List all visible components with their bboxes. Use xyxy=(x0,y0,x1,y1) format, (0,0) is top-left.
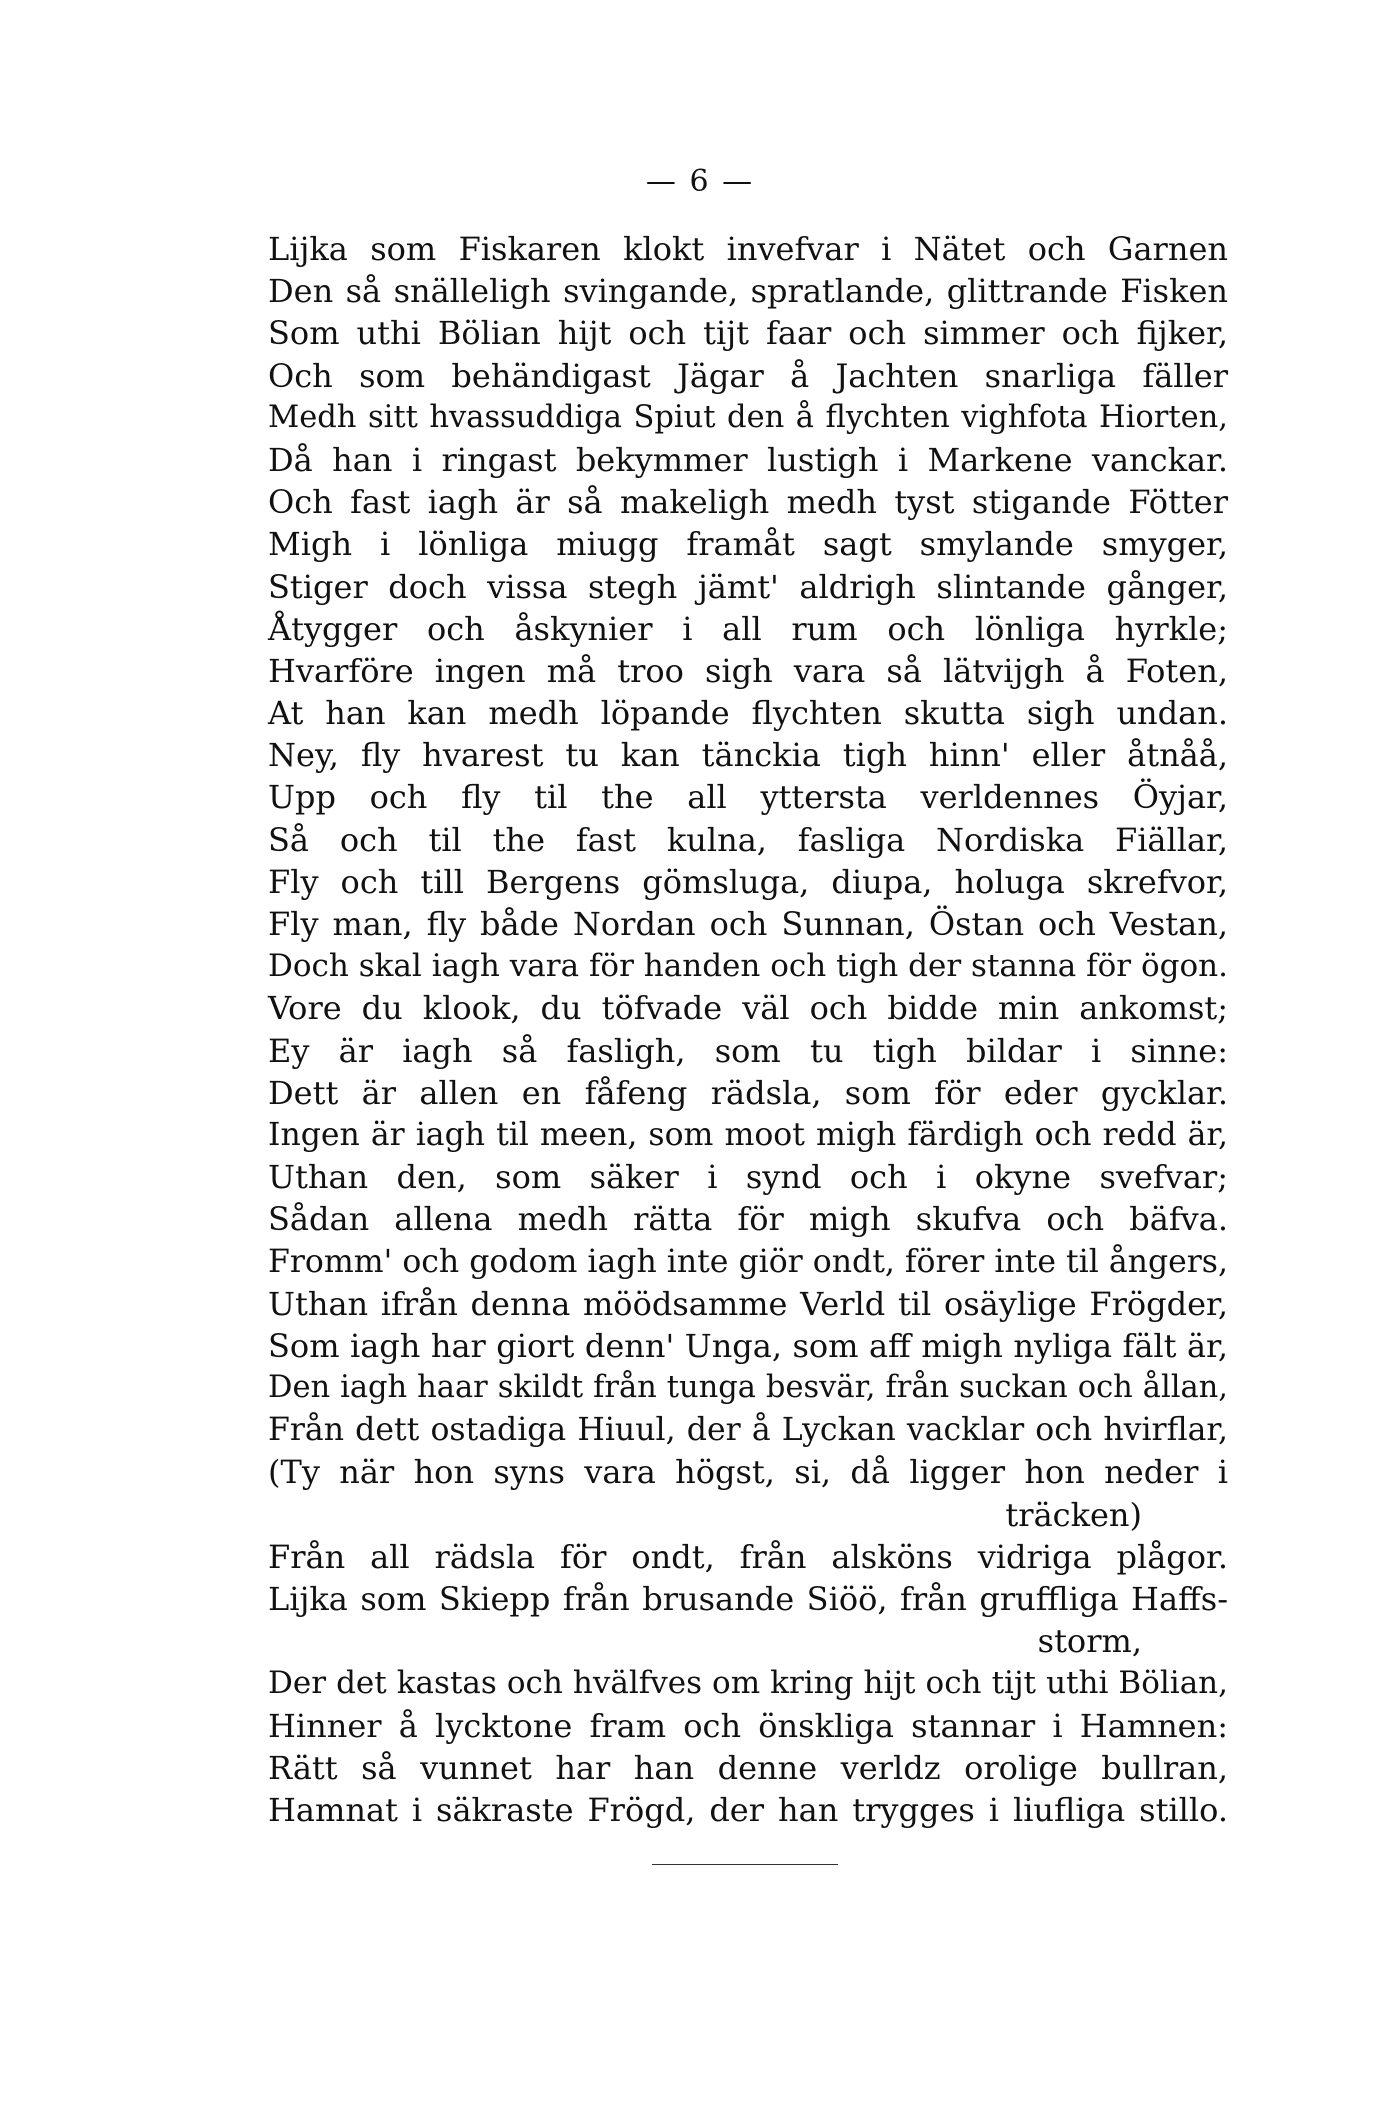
poem-line: Uthan ifrån denna möödsamme Verld til osäylige Frögder, xyxy=(268,1284,1228,1323)
page-number: — 6 — xyxy=(645,164,755,199)
poem-line: Den så snälleligh svingande, spratlande, glittrande Fisken xyxy=(268,272,1228,311)
poem-line: Uthan den, som säker i synd och i okyne svefvar; xyxy=(268,1158,1228,1197)
poem-line: Och som behändigast Jägar å Jachten snarliga fäller xyxy=(268,356,1228,395)
poem-line: Hamnat i säkraste Frögd, der han trygges i liufliga stillo. xyxy=(268,1790,1228,1829)
poem-line: Som uthi Bölian hijt och tijt faar och simmer och fijker, xyxy=(268,314,1228,353)
poem-line: Ey är iagh så fasligh, som tu tigh bildar i sinne: xyxy=(268,1031,1228,1070)
poem-line: Som iagh har giort denn' Unga, som aff migh nyliga fält är, xyxy=(268,1326,1228,1365)
poem-line: (Ty när hon syns vara högst, si, då ligger hon neder i xyxy=(268,1453,1228,1492)
poem-line: Stiger doch vissa stegh jämt' aldrigh slintande gånger, xyxy=(268,567,1228,606)
poem-line: At han kan medh löpande flychten skutta sigh undan. xyxy=(268,694,1228,733)
poem-line: Fly man, fly både Nordan och Sunnan, Östan och Vestan, xyxy=(268,905,1228,943)
poem-line: Vore du klook, du töfvade väl och bidde min ankomst; xyxy=(268,989,1228,1028)
poem-line: Lijka som Fiskaren klokt invefvar i Nätet och Garnen xyxy=(268,230,1228,268)
poem-line: Fly och till Bergens gömsluga, diupa, holuga skrefvor, xyxy=(268,862,1228,901)
poem-line-continuation: storm, xyxy=(1037,1622,1142,1661)
poem-line: Lijka som Skiepp från brusande Siöö, från gruffliga Haffs- xyxy=(268,1580,1228,1618)
poem-line: Hvarföre ingen må troo sigh vara så lätvijgh å Foten, xyxy=(268,651,1228,690)
end-rule xyxy=(652,1864,838,1865)
poem-line: Ingen är iagh til meen, som moot migh färdigh och redd är, xyxy=(268,1116,1228,1153)
poem-line: Upp och fly til the all yttersta verldennes Öyjar, xyxy=(268,778,1228,817)
poem-line: Dett är allen en fåfeng rädsla, som för eder gycklar. xyxy=(268,1073,1228,1112)
poem-line: Den iagh haar skildt från tunga besvär, från suckan och ållan, xyxy=(268,1370,1228,1406)
poem-line: Då han i ringast bekymmer lustigh i Markene vanckar. xyxy=(268,440,1228,479)
poem-line: Doch skal iagh vara för handen och tigh der stanna för ögon. xyxy=(268,948,1228,985)
poem-line: Sådan allena medh rätta för migh skufva och bäfva. xyxy=(268,1200,1228,1239)
poem-line: Ney, fly hvarest tu kan tänckia tigh hinn' eller åtnåå, xyxy=(268,736,1228,775)
poem-line: Åtygger och åskynier i all rum och lönliga hyrkle; xyxy=(268,609,1228,648)
poem-line: Rätt så vunnet har han denne verldz orolige bullran, xyxy=(268,1748,1228,1787)
poem-line: Från all rädsla för ondt, från alsköns vidriga plågor. xyxy=(268,1537,1228,1576)
poem-line: Migh i lönliga miugg framåt sagt smylande smyger, xyxy=(268,525,1228,564)
poem-line: Fromm' och godom iagh inte giör ondt, förer inte til ångers, xyxy=(268,1243,1228,1280)
poem-line-continuation: träcken) xyxy=(1005,1495,1142,1534)
poem-line: Och fast iagh är så makeligh medh tyst stigande Fötter xyxy=(268,483,1228,522)
poem-body xyxy=(268,228,1228,1831)
poem-line: Från dett ostadiga Hiuul, der å Lyckan vacklar och hvirflar, xyxy=(268,1412,1228,1449)
poem-line: Hinner å lycktone fram och önskliga stannar i Hamnen: xyxy=(268,1706,1228,1745)
poem-line: Medh sitt hvassuddiga Spiut den å flychten vighfota Hiorten, xyxy=(268,399,1228,435)
poem-line: Så och til the fast kulna, fasliga Nordiska Fiällar, xyxy=(268,820,1228,859)
poem-line: Der det kastas och hvälfves om kring hijt och tijt uthi Bölian, xyxy=(268,1665,1228,1702)
